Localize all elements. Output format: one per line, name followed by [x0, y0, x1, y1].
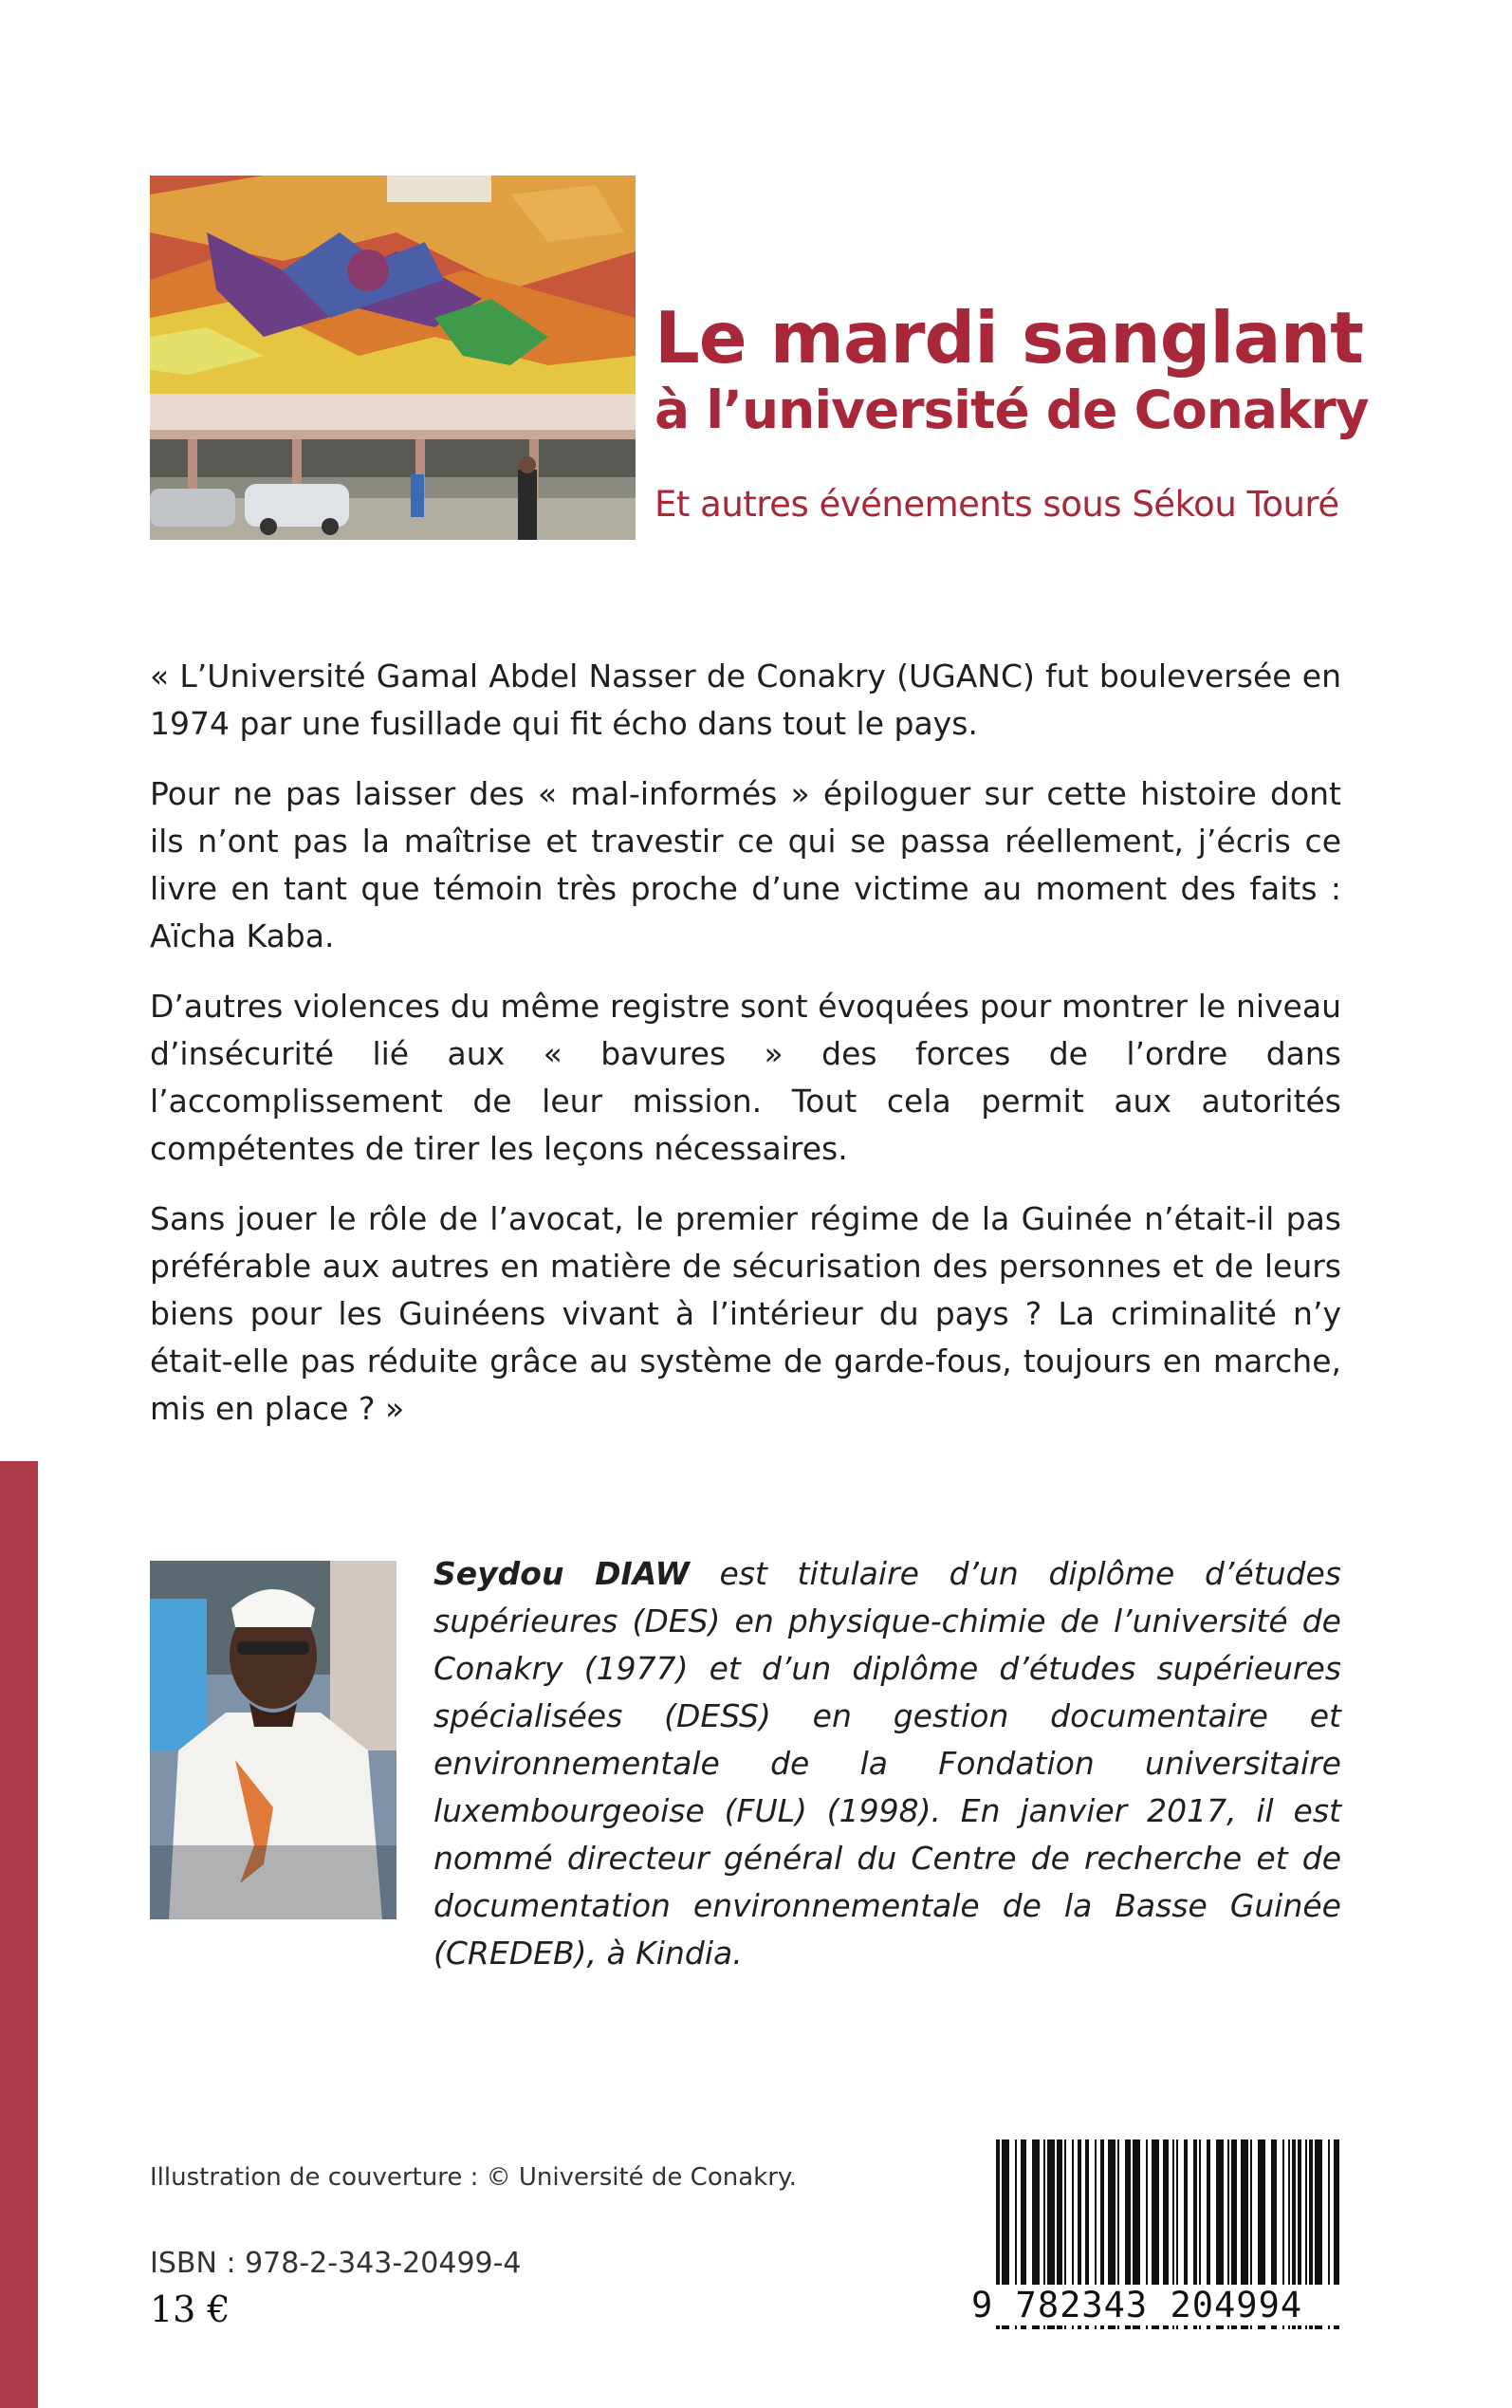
side-color-band	[0, 1461, 38, 2408]
author-bio	[433, 1550, 1341, 1977]
isbn: ISBN : 978-2-343-20499-4	[150, 2247, 522, 2280]
book-subtitle: Et autres événements sous Sékou Touré	[655, 484, 1339, 525]
blurb-paragraph: « L’Université Gamal Abdel Nasser de Conakry (UGANC) fut bouleversée en 1974 par une fusillade qui fit écho dans tout le pays.	[150, 658, 1341, 742]
blurb-paragraph: D’autres violences du même registre sont évoquées pour montrer le niveau d’insécurité lié aux « bavures » des forces de l’ordre dans l’accomplissement de leur mission. Tout cela permit aux autorités compétentes de tirer les leçons nécessaires.	[150, 988, 1341, 1167]
author-bio-text: est titulaire d’un diplôme d’études supérieures (DES) en physique-chimie de l’université de Conakry (1977) et d’un diplôme d’études supérieures spécialisées (DESS) en gestion documentaire et environnementale de la Fondation universitaire luxembourgeoise (FUL) (1998). En janvier 2017, il est nommé directeur général du Centre de recherche et de documentation environnementale de la Basse Guinée (CREDEB), à Kindia.	[433, 1555, 1341, 1972]
book-title: Le mardi sanglant	[655, 296, 1363, 380]
barcode-digits: 9 782343 204994	[971, 2285, 1351, 2325]
author-photo	[150, 1561, 396, 1919]
price: 13 €	[150, 2288, 230, 2330]
book-title-line2: à l’université de Conakry	[655, 380, 1369, 440]
cover-photo	[150, 176, 636, 540]
title-block	[655, 296, 1375, 525]
blurb-paragraph: Pour ne pas laisser des « mal-informés » épiloguer sur cette histoire dont ils n’ont pas la maîtrise et travestir ce qui se passa réellement, j’écris ce livre en tant que témoin très proche d’une victime au moment des faits : Aïcha Kaba.	[150, 775, 1341, 954]
author-portrait-image	[150, 1561, 396, 1919]
back-cover-blurb	[150, 653, 1341, 1455]
cover-illustration-credit: Illustration de couverture : © Université de Conakry.	[150, 2163, 797, 2192]
university-mural-image	[150, 176, 636, 540]
author-name: Seydou DIAW	[433, 1555, 690, 1592]
blurb-paragraph: Sans jouer le rôle de l’avocat, le premier régime de la Guinée n’était-il pas préférable aux autres en matière de sécurisation des personnes et de leurs biens pour les Guinéens vivant à l’intérieur du pays ? La criminalité n’y était-elle pas réduite grâce au système de garde-fous, toujours en marche, mis en place ? »	[150, 1200, 1341, 1427]
